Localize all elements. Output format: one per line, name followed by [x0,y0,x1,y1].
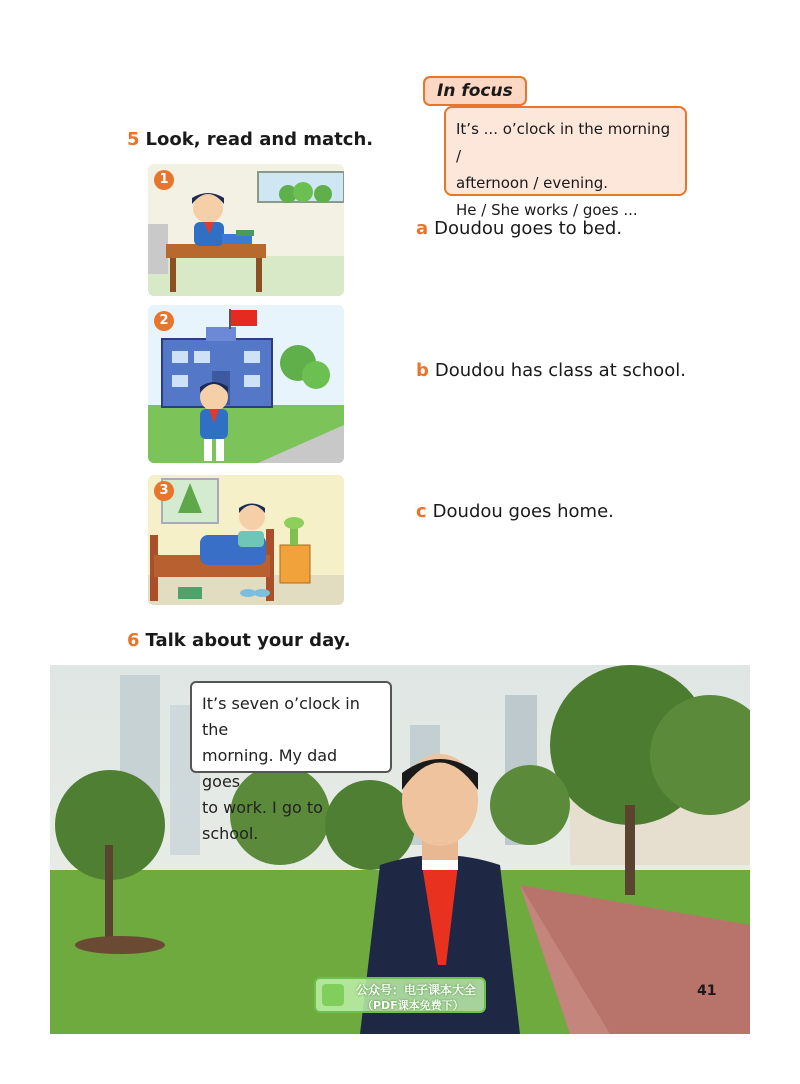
option-text: Doudou has class at school. [434,360,686,381]
option-text: Doudou goes home. [432,501,614,522]
exercise-number: 5 [127,129,140,150]
focus-line: He / She works / goes ... [456,201,638,219]
picture-badge: 3 [154,481,174,501]
exercise-5-heading [127,129,373,150]
match-option-c [416,501,614,522]
option-letter: c [416,501,427,522]
match-option-a [416,218,622,239]
focus-line: It’s ... o’clock in the morning / [456,120,671,165]
match-option-b [416,360,686,381]
page-number: 41 [697,983,717,999]
in-focus-tag: In focus [423,76,527,106]
boy-at-school-illustration [148,305,344,463]
picture-2 [148,305,344,463]
watermark-line-2: （PDF课本免费下） [362,999,464,1012]
speech-line: morning. My dad goes [202,746,338,791]
boy-at-desk-illustration [148,164,344,296]
exercise-6-heading [127,630,351,651]
picture-badge: 2 [154,311,174,331]
speech-line: It’s seven o’clock in the [202,694,360,739]
boy-in-bed-illustration [148,475,344,605]
in-focus-box [444,106,687,219]
picture-1 [148,164,344,296]
focus-line: afternoon / evening. [456,174,608,192]
watermark [314,977,486,1013]
watermark-line-1: 公众号：电子课本大全 [356,983,477,997]
exercise-number: 6 [127,630,140,651]
option-text: Doudou goes to bed. [434,218,623,239]
book-icon [322,984,344,1006]
option-letter: a [416,218,429,239]
speech-bubble [190,681,392,843]
exercise-title: Talk about your day. [145,630,351,651]
speech-line: to work. I go to school. [202,798,323,843]
picture-3 [148,475,344,605]
option-letter: b [416,360,429,381]
picture-badge: 1 [154,170,174,190]
exercise-title: Look, read and match. [145,129,374,150]
